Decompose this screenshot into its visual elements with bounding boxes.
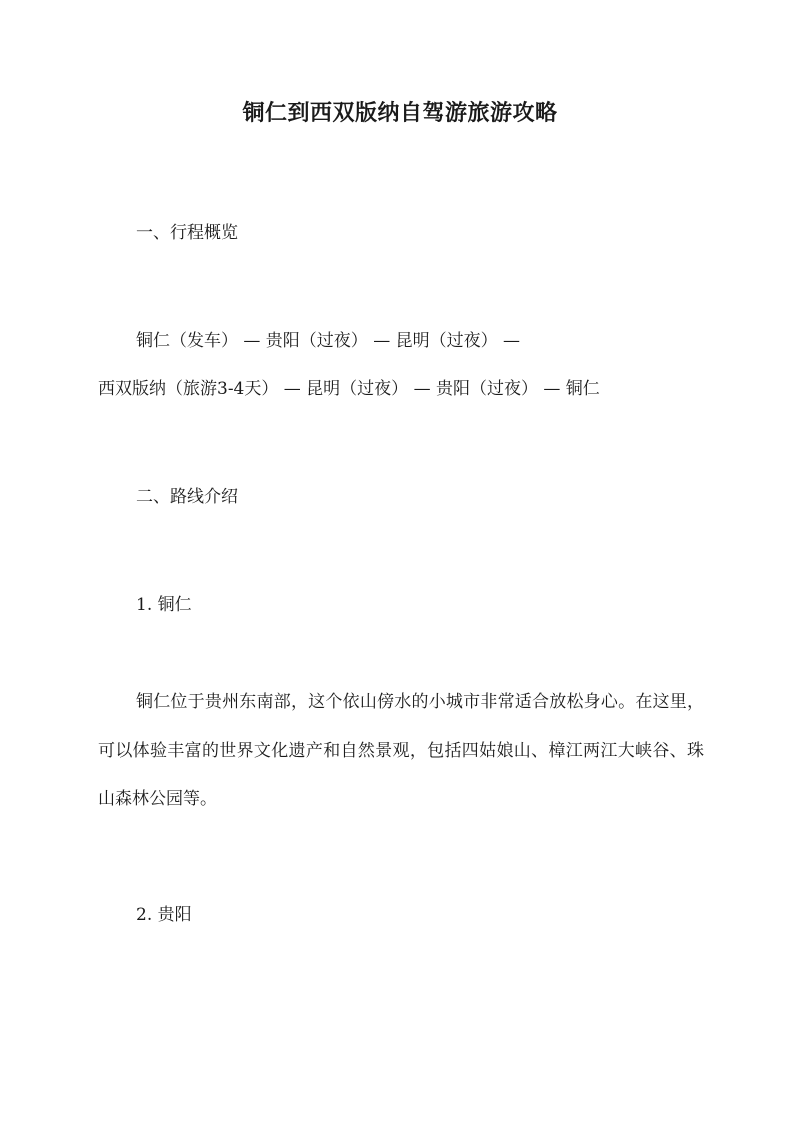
- section-heading-route: 二、路线介绍: [136, 487, 238, 507]
- route-line-1: 铜仁（发车） — 贵阳（过夜） — 昆明（过夜） —: [136, 331, 521, 351]
- route-line-2: 西双版纳（旅游3-4天） — 昆明（过夜） — 贵阳（过夜） — 铜仁: [98, 379, 600, 399]
- document-title: 铜仁到西双版纳自驾游旅游攻略: [242, 100, 558, 126]
- section-heading-overview: 一、行程概览: [136, 223, 238, 243]
- item-heading-tongren: 1. 铜仁: [136, 595, 192, 615]
- paragraph-tongren: 铜仁位于贵州东南部，这个依山傍水的小城市非常适合放松身心。在这里，可以体验丰富的世界文化遗产和自然景观，包括四姑娘山、樟江两江大峡谷、珠山森林公园等。: [98, 692, 704, 809]
- item-heading-guiyang: 2. 贵阳: [136, 905, 192, 925]
